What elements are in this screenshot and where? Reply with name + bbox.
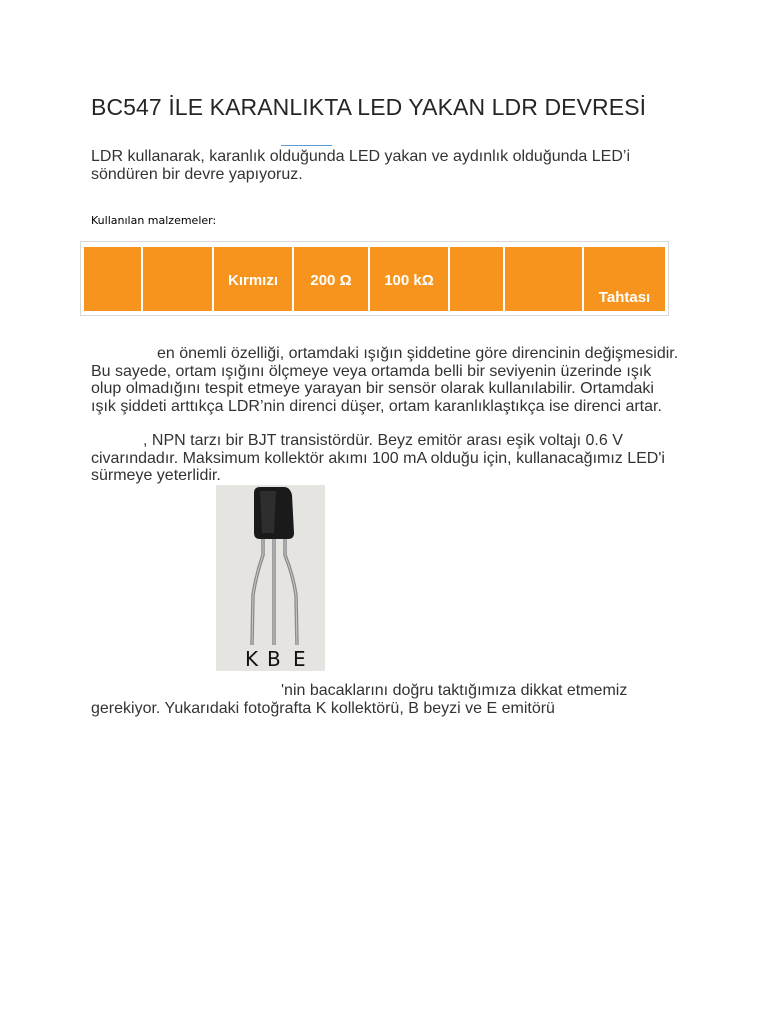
ldr-paragraph-text: en önemli özelliği, ortamdaki ışığın şiddetine göre direncinin değişmesidir. Bu sayede, ortam ışığını ölçmeye veya ortamda belli bir seviyenin üzerinde ışık olup olmadığını tespit etmeye yarayan bir sensör olarak kullanılabilir. Ortamdaki ışık şiddeti arttıkça LDR’nin direnci düşer, ortam karanlıklaştıkça ise direnci artar. — [91, 345, 679, 415]
transistor-image — [216, 485, 325, 671]
bc547-paragraph-text: , NPN tarzı bir BJT transistördür. Beyz emitör arası eşik voltajı 0.6 V civarındadır. Maksimum kollektör akımı 100 mA olduğu için, kullanacağımız LED'i sürmeye yeterlidir. — [91, 432, 665, 484]
material-cell — [142, 246, 213, 312]
material-cell — [83, 246, 142, 312]
material-cell-text: Tahtası — [598, 289, 651, 306]
photo-label-b: B — [267, 647, 281, 671]
materials-label: Kullanılan malzemeler: — [91, 214, 217, 227]
material-cell — [504, 246, 583, 312]
material-cell — [213, 246, 293, 312]
transistor-photo — [216, 485, 325, 671]
material-cell-text: 200 Ω — [310, 272, 352, 289]
material-cell — [369, 246, 449, 312]
intro-paragraph: LDR kullanarak, karanlık olduğunda LED yakan ve aydınlık olduğunda LED’i söndüren bir devre yapıyoruz. — [91, 148, 630, 183]
material-cell-text: Kırmızı — [227, 272, 278, 289]
link-underline — [281, 145, 332, 146]
page-title: BC547 İLE KARANLIKTA LED YAKAN LDR DEVRESİ — [91, 94, 647, 120]
material-cell — [293, 246, 369, 312]
material-cell — [583, 246, 666, 312]
pins-paragraph — [91, 682, 681, 717]
photo-label-e: E — [293, 647, 306, 671]
bc547-paragraph — [91, 432, 681, 485]
pins-paragraph-text: 'nin bacaklarını doğru taktığımıza dikkat etmemiz gerekiyor. Yukarıdaki fotoğrafta K kollektörü, B beyzi ve E emitörü — [91, 682, 628, 717]
ldr-paragraph — [91, 345, 681, 415]
photo-label-k: K — [245, 647, 259, 671]
material-cell-text: 100 kΩ — [384, 272, 434, 289]
material-cell — [449, 246, 504, 312]
materials-table — [80, 241, 669, 316]
